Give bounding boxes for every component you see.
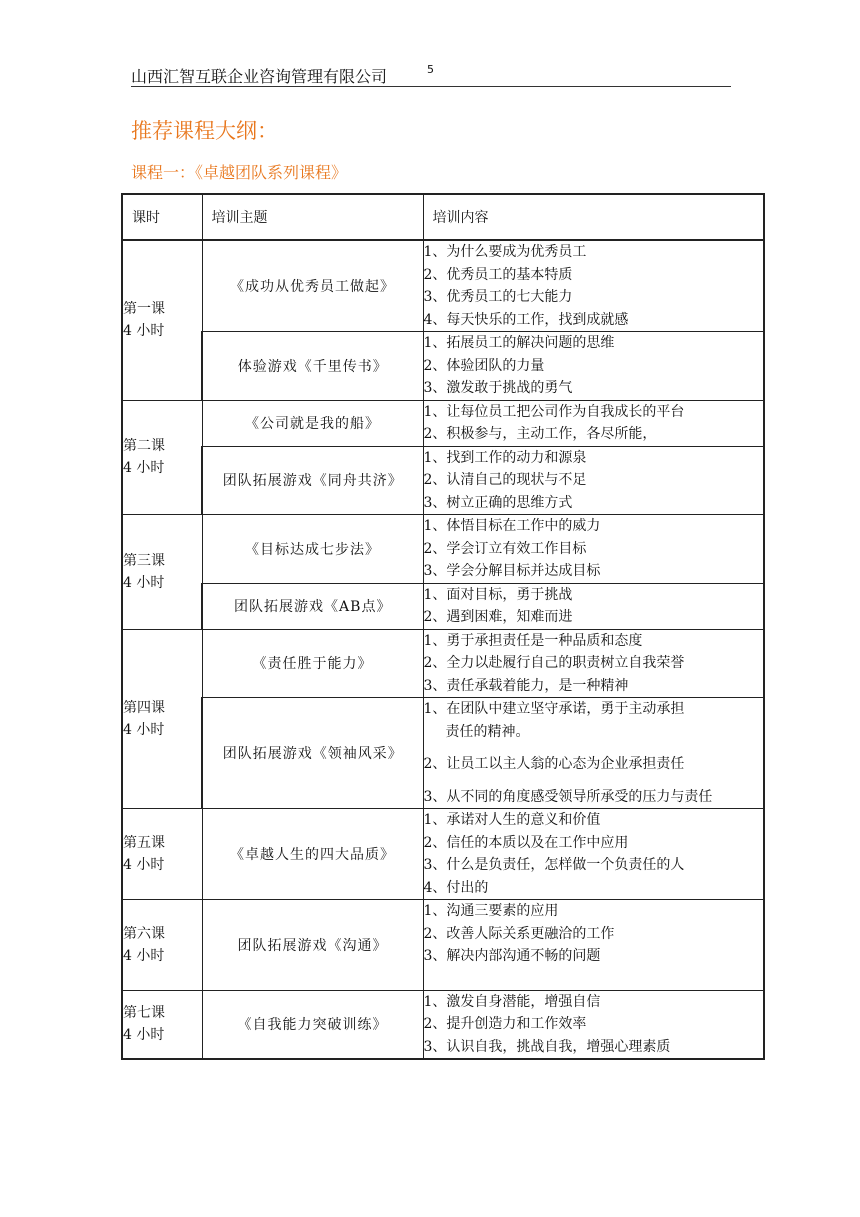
topic-cell: 《成功从优秀员工做起》 (202, 240, 423, 332)
content-item: 1、体悟目标在工作中的威力 (423, 518, 601, 534)
content-item: 1、为什么要成为优秀员工 (423, 244, 587, 260)
lesson-name: 第二课 (123, 438, 165, 455)
content-item: 2、全力以赴履行自己的职责树立自我荣誉 (423, 655, 685, 671)
topic-cell: 团队拓展游戏《沟通》 (202, 900, 423, 991)
content-cell (423, 515, 764, 584)
content-item: 3、什么是负责任，怎样做一个负责任的人 (423, 857, 685, 873)
lesson-cell (122, 809, 202, 900)
content-cell (423, 332, 764, 401)
topic-cell: 《公司就是我的船》 (202, 400, 423, 446)
lesson-cell (122, 629, 202, 809)
table-header-row (122, 194, 764, 240)
content-cell (423, 809, 764, 900)
content-item: 3、激发敢于挑战的勇气 (423, 380, 573, 396)
company-name: 山西汇智互联企业咨询管理有限公司 (131, 67, 388, 86)
content-item: 3、认识自我，挑战自我，增强心理素质 (423, 1038, 671, 1055)
lesson-name: 第七课 (123, 1005, 165, 1022)
content-item: 2、认清自己的现状与不足 (423, 472, 587, 488)
table-row (122, 990, 764, 1059)
topic-cell: 《卓越人生的四大品质》 (202, 809, 423, 900)
table-row (122, 698, 764, 809)
content-item: 3、从不同的角度感受领导所承受的压力与责任 (423, 788, 713, 805)
content-cell (423, 400, 764, 446)
content-item: 1、沟通三要素的应用 (423, 903, 559, 919)
content-item: 2、体验团队的力量 (423, 357, 545, 374)
lesson-name: 第三课 (123, 552, 165, 569)
lesson-cell (122, 240, 202, 400)
topic-cell: 体验游戏《千里传书》 (202, 332, 423, 401)
lesson-name: 第六课 (123, 925, 165, 942)
content-item: 4、每天快乐的工作，找到成就感 (423, 311, 629, 328)
topic-cell: 团队拓展游戏《AB点》 (202, 583, 423, 629)
lesson-hours: 4 小时 (123, 574, 165, 591)
content-item: 3、责任承载着能力，是一种精神 (423, 677, 629, 694)
page-number: 5 (427, 63, 434, 76)
topic-cell: 团队拓展游戏《领袖风采》 (202, 698, 423, 809)
content-item: 2、遇到困难，知难而进 (423, 609, 573, 625)
table-row (122, 583, 764, 629)
content-cell (423, 900, 764, 991)
content-cell (423, 629, 764, 698)
table-row (122, 515, 764, 584)
topic-cell: 团队拓展游戏《同舟共济》 (202, 446, 423, 515)
lesson-hours: 4 小时 (123, 857, 165, 873)
content-cell (423, 583, 764, 629)
content-item: 1、让每位员工把公司作为自我成长的平台 (423, 403, 685, 420)
table-row (122, 400, 764, 446)
course-outline-table (121, 193, 765, 1060)
table-row (122, 809, 764, 900)
topic-cell: 《自我能力突破训练》 (202, 990, 423, 1059)
content-spacer (424, 968, 764, 990)
table-row (122, 332, 764, 401)
lesson-hours: 4 小时 (123, 460, 165, 477)
content-item: 2、提升创造力和工作效率 (423, 1016, 587, 1032)
lesson-hours: 4 小时 (123, 323, 165, 340)
lesson-name: 第五课 (123, 835, 165, 851)
content-item: 3、学会分解目标并达成目标 (423, 563, 601, 579)
lesson-name: 第一课 (123, 301, 165, 318)
content-item: 3、树立正确的思维方式 (423, 494, 573, 511)
topic-cell: 《目标达成七步法》 (202, 515, 423, 584)
content-cell (423, 240, 764, 332)
content-item: 1、勇于承担责任是一种品质和态度 (423, 632, 643, 649)
content-item: 2、信任的本质以及在工作中应用 (423, 834, 629, 851)
content-cell (423, 698, 764, 809)
content-item: 3、解决内部沟通不畅的问题 (423, 948, 601, 964)
content-cell (423, 446, 764, 515)
lesson-name: 第四课 (123, 699, 165, 716)
content-item: 1、激发自身潜能，增强自信 (423, 993, 601, 1010)
lesson-cell (122, 900, 202, 991)
table-row (122, 240, 764, 332)
lesson-hours: 4 小时 (123, 1027, 165, 1044)
content-item: 2、积极参与，主动工作，各尽所能， (423, 426, 657, 442)
content-item: 3、优秀员工的七大能力 (423, 289, 573, 305)
page-header (131, 60, 731, 87)
lesson-cell (122, 400, 202, 515)
table-row (122, 900, 764, 991)
header-topic: 培训主题 (202, 194, 423, 240)
table-row (122, 446, 764, 515)
course-title: 课程一：《卓越团队系列课程》 (131, 163, 348, 182)
table-row (122, 629, 764, 698)
lesson-hours: 4 小时 (123, 947, 165, 964)
topic-cell: 《责任胜于能力》 (202, 629, 423, 698)
lesson-hours: 4 小时 (123, 721, 165, 738)
lesson-cell (122, 990, 202, 1059)
content-cell (423, 990, 764, 1059)
lesson-cell (122, 515, 202, 630)
header-content: 培训内容 (423, 194, 764, 240)
content-item: 1、承诺对人生的意义和价值 (423, 812, 601, 828)
content-item: 2、让员工以主人翁的心态为企业承担责任 (423, 756, 685, 772)
content-item: 4、付出的 (423, 879, 489, 896)
content-item: 1、拓展员工的解决问题的思维 (423, 335, 615, 351)
content-item: 1、面对目标，勇于挑战 (423, 586, 573, 603)
content-item: 1、找到工作的动力和源泉 (423, 449, 587, 466)
content-item: 责任的精神。 (445, 723, 530, 740)
header-lesson: 课时 (122, 194, 202, 240)
content-item: 1、在团队中建立坚守承诺，勇于主动承担 (423, 701, 685, 717)
section-title: 推荐课程大纲： (131, 119, 278, 143)
content-item: 2、优秀员工的基本特质 (423, 266, 573, 283)
content-item: 2、学会订立有效工作目标 (423, 540, 587, 557)
content-item: 2、改善人际关系更融洽的工作 (423, 925, 615, 942)
